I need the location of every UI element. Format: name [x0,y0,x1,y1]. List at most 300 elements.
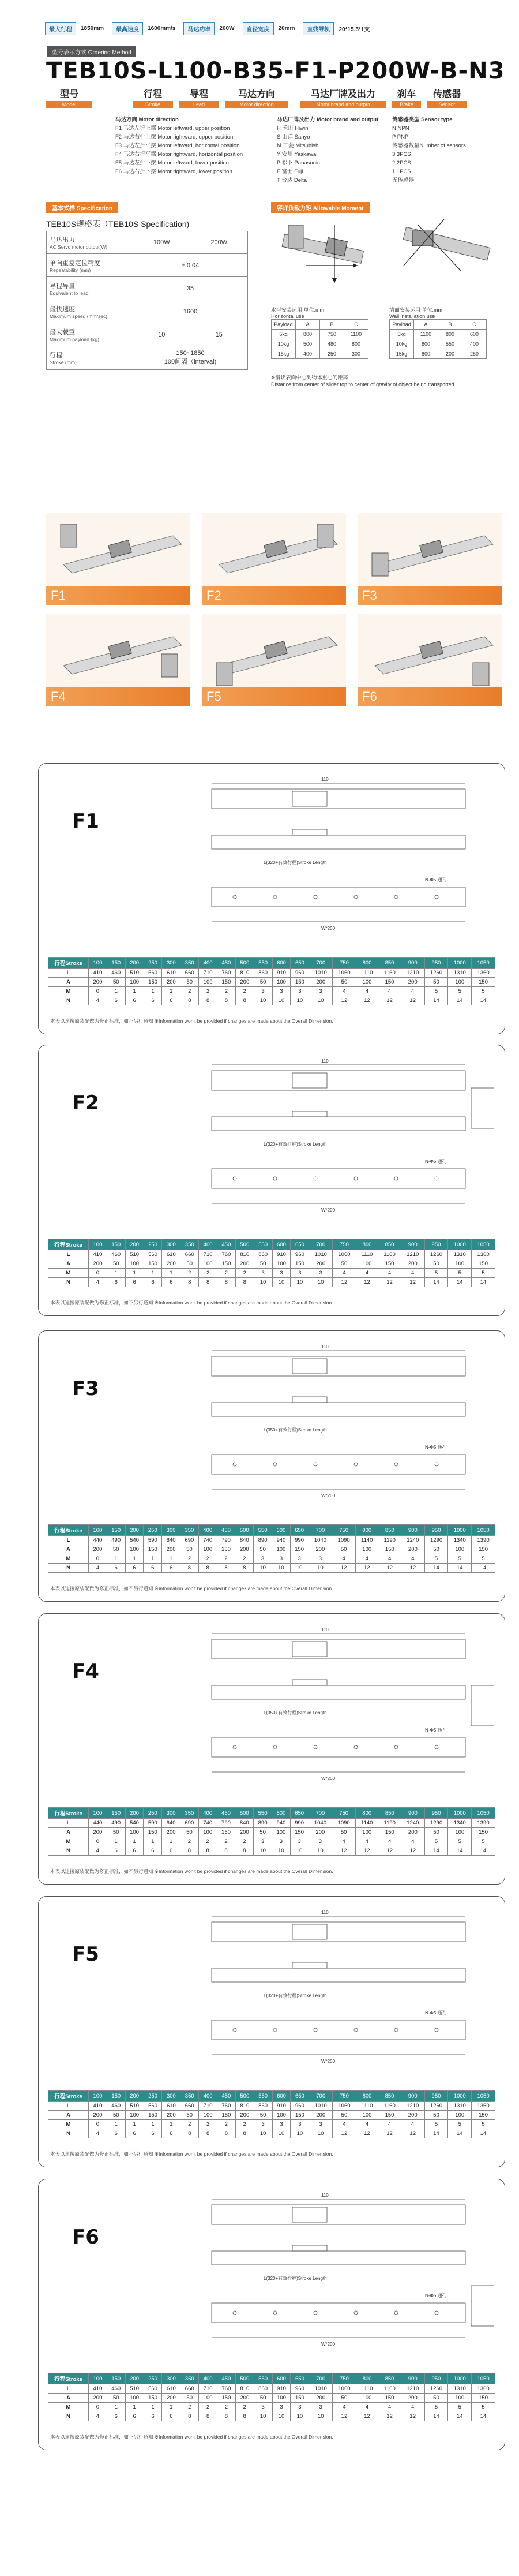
stroke-cell: 6 [162,2412,180,2421]
mount-label: F1 [46,586,190,605]
stroke-cell: 4 [333,2403,356,2412]
stroke-cell: 10 [309,996,333,1005]
dim-top: 110 [321,1344,329,1349]
stroke-cell: 6 [107,1564,125,1573]
badge-2 [183,22,239,35]
stroke-cell: 4 [378,1269,401,1278]
stroke-cell: 1010 [309,2102,333,2111]
stroke-cell: 1 [144,1554,162,1564]
stroke-header-row [48,958,495,969]
stroke-row-label: L [48,2102,89,2111]
load-cell: 800 [438,330,462,339]
stroke-cell: 200 [401,978,424,987]
stroke-cell: 8 [198,1564,217,1573]
stroke-cell: 150 [472,978,495,987]
spec-row [47,300,248,323]
stroke-cell: 6 [125,1846,144,1856]
stroke-header-row [48,2373,495,2384]
stroke-cell: 550 [254,2373,272,2384]
stroke-cell: 890 [254,1536,272,1545]
stroke-cell: 12 [333,996,356,1005]
stroke-cell: 150 [107,1525,125,1536]
badge-label: 直径宽度 [243,22,274,35]
load-cell: 5kg [272,330,296,339]
option-item: F6 马达右折下摆 Motor rightward, lower position [115,169,232,175]
stroke-cell: 1000 [448,2091,472,2102]
section-moment-label: 容许负载力矩 Allowable Moment [271,202,370,213]
stroke-cell: 790 [217,1819,235,1828]
dim-holes: N-Φ5 通孔 [425,1445,447,1450]
stroke-cell: 300 [162,958,180,969]
stroke-cell: 4 [89,1278,107,1287]
horizontal-load [271,306,368,359]
stroke-cell: 6 [107,1846,125,1856]
stroke-cell: 910 [272,969,291,978]
stroke-cell: 10 [291,996,309,1005]
stroke-cell: 8 [217,1278,236,1287]
stroke-table [48,2373,495,2421]
stroke-cell: 100 [89,1525,107,1536]
stroke-cell: 710 [199,2102,217,2111]
stroke-cell: 150 [472,1259,495,1269]
stroke-cell: 640 [162,1536,180,1545]
stroke-cell: 650 [291,2091,309,2102]
stroke-cell: 5 [472,2120,495,2129]
dim-length: L(320+有效行程)Stroke Length [264,860,327,865]
stroke-row-M [48,1554,495,1564]
stroke-cell: 1050 [472,2091,495,2102]
stroke-cell: 100 [199,2111,217,2120]
stroke-cell: 860 [254,2384,272,2394]
stroke-cell: 2 [235,1837,254,1846]
stroke-header-row [48,2091,495,2102]
stroke-cell: 150 [472,2394,495,2403]
code-header-3 [225,87,288,108]
stroke-cell: 150 [378,2111,401,2120]
stroke-cell: 2 [217,987,236,996]
stroke-cell: 100 [89,1239,107,1250]
stroke-cell: 10 [291,1278,309,1287]
stroke-cell: 8 [217,1564,235,1573]
stroke-cell: 3 [254,1554,272,1564]
load-header-cell: C [462,320,487,330]
stroke-cell: 450 [217,1808,235,1819]
stroke-row-L [48,2102,495,2111]
stroke-cell: 910 [272,2384,291,2394]
stroke-cell: 960 [291,969,309,978]
stroke-cell: 660 [180,969,199,978]
stroke-cell: 12 [378,2412,401,2421]
stroke-cell: 200 [162,1545,180,1554]
stroke-cell: 14 [424,2412,448,2421]
stroke-cell: 150 [217,1259,236,1269]
stroke-cell: 600 [272,2373,291,2384]
spec-label-cn: 最大载重 [50,328,75,336]
stroke-cell: 150 [378,1259,401,1269]
stroke-cell: 14 [424,1846,448,1856]
stroke-cell: 8 [180,2412,199,2421]
stroke-cell: 150 [107,2091,125,2102]
stroke-cell: 8 [180,1846,198,1856]
mount-F2 [202,513,346,605]
stroke-cell: 50 [424,2394,448,2403]
stroke-cell: 4 [332,1837,356,1846]
stroke-cell: 1140 [355,1819,378,1828]
dimension-drawing [194,1622,494,1801]
stroke-cell: 490 [107,1819,125,1828]
stroke-cell: 650 [291,1239,309,1250]
stroke-cell: 150 [107,1808,125,1819]
stroke-cell: 50 [332,1545,356,1554]
stroke-cell: 410 [89,2384,107,2394]
dim-holes: N-Φ5 通孔 [425,1728,447,1733]
stroke-cell: 4 [356,2403,378,2412]
stroke-cell: 700 [309,1808,332,1819]
stroke-cell: 50 [254,2394,272,2403]
stroke-cell: 50 [424,1828,448,1837]
stroke-table [48,2090,495,2138]
stroke-cell: 6 [162,1564,180,1573]
stroke-cell: 710 [199,969,217,978]
stroke-cell: 700 [309,958,333,969]
stroke-cell: 1 [144,2120,162,2129]
stroke-cell: 14 [448,1564,472,1573]
stroke-cell: 12 [333,1278,356,1287]
stroke-cell: 150 [290,1545,309,1554]
stroke-cell: 50 [107,1828,125,1837]
stroke-cell: 5 [424,1837,448,1846]
stroke-cell: 12 [332,1846,356,1856]
load-header-row [390,320,487,330]
stroke-cell: 100 [448,1828,472,1837]
stroke-cell: 12 [333,2129,356,2138]
stroke-cell: 4 [401,1554,425,1564]
stroke-row-label: M [48,2120,89,2129]
stroke-cell: 250 [144,1808,162,1819]
stroke-cell: 8 [180,996,199,1005]
stroke-cell: 1340 [448,1819,472,1828]
stroke-row-N [48,1564,495,1573]
badge-1 [112,22,180,35]
stroke-cell: 450 [217,1239,236,1250]
stroke-cell: 6 [107,2412,125,2421]
spec-table-title: TEB10S规格表（TEB10S Specification) [46,219,190,229]
stroke-cell: 1360 [472,969,495,978]
stroke-cell: 1 [144,2403,162,2412]
stroke-cell: 1290 [424,1536,448,1545]
option-title: 传感器类型 Sensor type [392,117,453,123]
stroke-cell: 5 [424,987,448,996]
stroke-cell: 800 [355,1525,378,1536]
stroke-cell: 850 [378,2373,401,2384]
stroke-cell: 940 [272,1819,290,1828]
stroke-cell: 350 [180,2373,199,2384]
stroke-cell: 6 [144,2412,162,2421]
stroke-row-L [48,2384,495,2394]
stroke-cell: 1 [107,1837,125,1846]
stroke-cell: 14 [424,1278,448,1287]
stroke-row-M [48,1837,495,1846]
stroke-cell: 750 [333,1239,356,1250]
stroke-cell: 4 [355,1837,378,1846]
stroke-cell: 540 [125,1536,144,1545]
spec-label-cn: 单向重复定位精度 [50,259,100,267]
stroke-cell: 250 [144,1239,162,1250]
spec-value: 150~1850 100间隔（interval) [133,346,248,370]
stroke-cell: 800 [355,1808,378,1819]
badge-label: 最高速度 [112,22,143,35]
stroke-cell: 50 [254,1828,272,1837]
stroke-row-label: N [48,2412,89,2421]
code-header-cn: 行程 [143,89,162,99]
dim-top: 110 [321,1910,329,1915]
stroke-cell: 6 [107,2129,125,2138]
spec-value: 100W [133,231,190,254]
load-row [390,330,487,339]
stroke-cell: 100 [89,958,107,969]
load-cell: 250 [320,349,344,359]
stroke-cell: 10 [290,1564,309,1573]
stroke-cell: 12 [355,1564,378,1573]
stroke-cell: 4 [356,2120,378,2129]
panel-note: 本表以连接原装配做为修正标准，如不另行通知 ※Information won't be provided if changes are made about the Overall Dimension. [50,1300,333,1306]
stroke-cell: 1 [162,1269,180,1278]
code-header-1 [133,87,173,108]
option-item: 无传感器 [392,177,415,184]
stroke-cell: 460 [107,2102,125,2111]
stroke-cell: 200 [162,1259,180,1269]
panel-title: F2 [72,1091,99,1115]
stroke-cell: 700 [309,1239,333,1250]
mount-label: F5 [202,687,346,706]
stroke-cell: 5 [448,1554,472,1564]
stroke-cell: 1040 [309,1819,332,1828]
load-cell: 15kg [390,349,414,359]
stroke-cell: 50 [107,978,125,987]
stroke-cell: 4 [89,996,107,1005]
stroke-cell: 10 [290,1846,309,1856]
stroke-cell: 1000 [448,958,472,969]
stroke-cell: 100 [448,2394,472,2403]
stroke-cell: 2 [180,1269,199,1278]
badge-value: 20mm [278,25,295,32]
stroke-cell: 1140 [355,1536,378,1545]
option-item: F1 马达左折上摆 Motor leftward, upper position [115,125,230,132]
stroke-cell: 2 [198,1837,217,1846]
stroke-cell: 6 [107,1278,125,1287]
stroke-cell: 0 [89,2120,107,2129]
stroke-cell: 12 [401,996,424,1005]
stroke-cell: 1010 [309,969,333,978]
stroke-cell: 800 [356,2091,378,2102]
stroke-cell: 4 [401,2403,424,2412]
stroke-cell: 4 [401,1837,425,1846]
stroke-cell: 2 [217,1269,236,1278]
stroke-cell: 610 [162,969,180,978]
stroke-cell: 14 [448,1846,472,1856]
stroke-cell: 12 [356,1278,378,1287]
stroke-cell: 14 [472,2412,495,2421]
stroke-cell: 200 [89,1545,107,1554]
stroke-cell: 10 [254,1846,272,1856]
stroke-cell: 1210 [401,2102,424,2111]
stroke-row-label: A [48,1545,89,1554]
stroke-cell: 3 [290,1554,309,1564]
stroke-cell: 3 [254,2120,272,2129]
stroke-cell: 950 [424,1239,448,1250]
stroke-row-label: L [48,1250,89,1259]
dimension-drawing [194,1339,494,1518]
dim-length: L(320+有效行程)Stroke Length [264,1993,327,1998]
stroke-cell: 2 [235,987,254,996]
stroke-table [48,1524,495,1573]
stroke-cell: 550 [254,1239,272,1250]
stroke-cell: 660 [180,2384,199,2394]
stroke-cell: 10 [272,1564,290,1573]
stroke-cell: 1 [162,1554,180,1564]
stroke-cell: 50 [424,978,448,987]
stroke-cell: 1 [125,2403,144,2412]
stroke-cell: 1 [144,1269,162,1278]
spec-row [47,277,248,300]
stroke-cell: 5 [424,2403,448,2412]
stroke-row-N [48,1278,495,1287]
stroke-cell: 950 [424,2373,448,2384]
stroke-cell: 100 [272,2111,291,2120]
stroke-cell: 2 [199,2120,217,2129]
code-header-6 [427,87,467,108]
stroke-row-L [48,1819,495,1828]
stroke-cell: 12 [333,2412,356,2421]
stroke-cell: 700 [309,2373,333,2384]
stroke-cell: 760 [217,969,236,978]
stroke-row-label: N [48,1278,89,1287]
stroke-cell: 500 [235,1239,254,1250]
stroke-cell: 1160 [378,969,401,978]
dimension-drawing [194,2188,494,2366]
stroke-cell: 400 [199,1239,217,1250]
stroke-cell: 50 [254,1259,272,1269]
stroke-cell: 1050 [472,1239,495,1250]
stroke-cell: 8 [235,1278,254,1287]
stroke-cell: 100 [448,978,472,987]
stroke-cell: 150 [291,2394,309,2403]
stroke-cell: 460 [107,969,125,978]
stroke-cell: 50 [180,1828,198,1837]
stroke-cell: 350 [180,958,199,969]
stroke-cell: 100 [198,1545,217,1554]
stroke-cell: 150 [291,2111,309,2120]
spec-row [47,231,248,254]
stroke-table [48,957,495,1005]
stroke-cell: 950 [424,958,448,969]
stroke-cell: 800 [356,958,378,969]
load-header-cell: B [320,320,344,330]
stroke-cell: 1110 [356,2102,378,2111]
stroke-row-M [48,987,495,996]
stroke-cell: 14 [448,2129,472,2138]
stroke-header-label: 行程Stroke [48,1808,89,1819]
spec-label [47,300,133,323]
stroke-cell: 600 [272,958,291,969]
stroke-cell: 560 [144,1250,162,1259]
load-note-cn: ※滑块表面中心到物体重心的距离 [271,375,348,380]
stroke-cell: 860 [254,1250,272,1259]
load-cell: 1100 [414,330,438,339]
dim-top: 110 [321,777,329,782]
stroke-cell: 3 [272,2403,291,2412]
stroke-cell: 5 [424,1269,448,1278]
stroke-cell: 1050 [472,958,495,969]
stroke-cell: 8 [217,2129,236,2138]
stroke-cell: 200 [89,1828,107,1837]
stroke-cell: 4 [401,987,424,996]
badge-label: 马达功率 [183,22,215,35]
stroke-cell: 4 [356,1269,378,1278]
load-cell: 200 [438,349,462,359]
load-cell: 1100 [344,330,368,339]
dim-w: W*200 [321,1493,336,1498]
stroke-cell: 300 [162,1239,180,1250]
stroke-cell: 1 [162,2120,180,2129]
stroke-cell: 1190 [378,1819,401,1828]
stroke-cell: 650 [291,958,309,969]
stroke-cell: 840 [235,1819,254,1828]
stroke-cell: 50 [333,1259,356,1269]
code-header-en: Stroke [133,101,173,108]
stroke-cell: 6 [144,996,162,1005]
stroke-cell: 2 [235,2120,254,2129]
code-header-cn: 马达方向 [238,89,275,99]
stroke-cell: 200 [125,2091,144,2102]
stroke-cell: 810 [235,2102,254,2111]
stroke-cell: 960 [291,2384,309,2394]
stroke-row-M [48,1269,495,1278]
stroke-cell: 810 [235,969,254,978]
stroke-cell: 150 [290,1828,309,1837]
stroke-header-label: 行程Stroke [48,2091,89,2102]
stroke-cell: 150 [472,2111,495,2120]
spec-label-cn: 马达出力 [50,237,75,244]
stroke-cell: 50 [424,1259,448,1269]
stroke-cell: 10 [272,2129,291,2138]
stroke-cell: 12 [378,996,401,1005]
stroke-cell: 3 [291,2120,309,2129]
wall-title: 墙面安装运用 单位:mm [389,307,442,313]
stroke-cell: 50 [180,1259,199,1269]
stroke-cell: 1040 [309,1536,332,1545]
stroke-cell: 100 [272,2394,291,2403]
stroke-cell: 1310 [448,2102,472,2111]
stroke-cell: 200 [162,2394,180,2403]
stroke-cell: 560 [144,2102,162,2111]
code-header-cn: 刹车 [397,89,416,99]
stroke-cell: 200 [235,2394,254,2403]
stroke-cell: 300 [162,1808,180,1819]
stroke-cell: 8 [235,1564,254,1573]
stroke-cell: 200 [401,2111,424,2120]
stroke-cell: 3 [309,2120,333,2129]
stroke-cell: 1260 [424,2102,448,2111]
load-cell: 800 [296,330,320,339]
stroke-cell: 0 [89,1554,107,1564]
dim-length: L(320+有效行程)Stroke Length [264,1142,327,1147]
stroke-cell: 12 [355,1846,378,1856]
stroke-cell: 50 [332,1828,356,1837]
stroke-row-label: L [48,1819,89,1828]
stroke-cell: 8 [180,1278,199,1287]
spec-value: 15 [190,323,248,346]
